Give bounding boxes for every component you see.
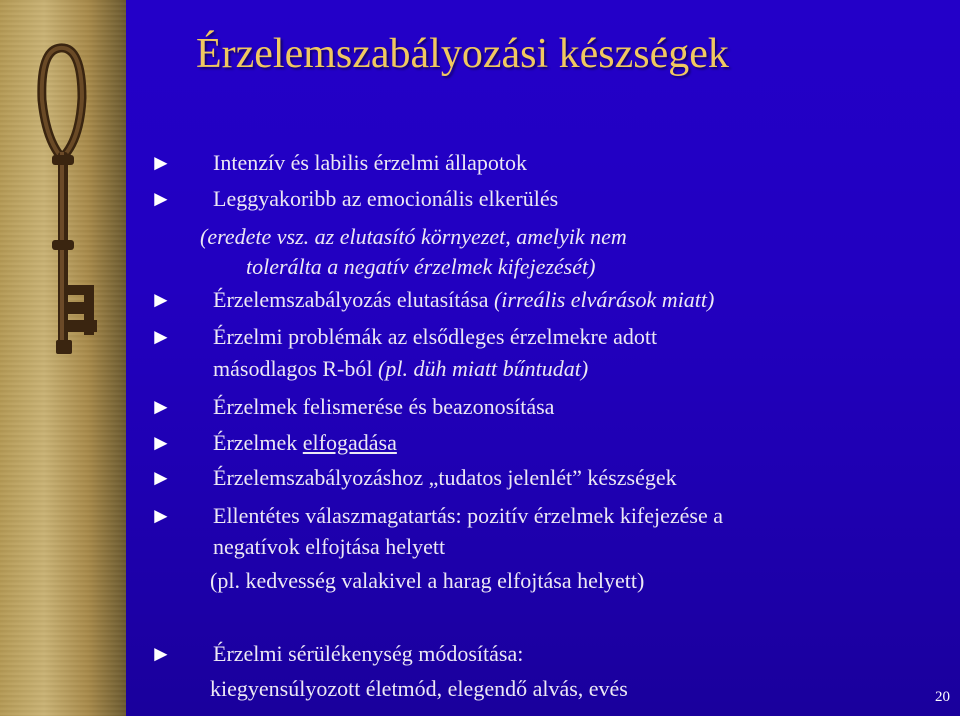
bullet-line: [213, 289, 714, 311]
line-note: (pl. düh miatt bűntudat): [378, 356, 589, 381]
bullet-line-continued: negatívok elfojtása helyett: [213, 534, 446, 559]
bullet-line: Intenzív és labilis érzelmi állapotok: [213, 150, 528, 175]
triangle-right-icon: ►: [150, 641, 172, 666]
line-text: Érzelemszabályozás elutasítása: [213, 287, 494, 312]
triangle-right-icon: ►: [150, 394, 172, 419]
line-text: Érzelmek: [213, 430, 303, 455]
line-note: (irreális elvárások miatt): [493, 287, 715, 312]
antique-key-icon: [12, 40, 122, 370]
triangle-right-icon: ►: [150, 503, 172, 528]
triangle-right-icon: ►: [150, 324, 172, 349]
triangle-right-icon: ►: [150, 150, 172, 175]
bullet-line-continued: [213, 358, 588, 380]
bullet-line: Érzelemszabályozáshoz „tudatos jelenlét” készségek: [213, 465, 677, 490]
bullet-line: Érzelmi sérülékenység módosítása:: [213, 641, 524, 666]
triangle-right-icon: ►: [150, 430, 172, 455]
bullet-line: Érzelmi problémák az elsődleges érzelmekre adott: [213, 324, 658, 349]
bullet-line: [213, 432, 397, 454]
triangle-right-icon: ►: [150, 287, 172, 312]
bullet-line: Ellentétes válaszmagatartás: pozitív érzelmek kifejezése a: [213, 503, 724, 528]
note-line: tolerálta a negatív érzelmek kifejezését): [246, 254, 596, 279]
decorative-stripe: [0, 0, 126, 716]
line-text: másodlagos R-ból: [213, 356, 378, 381]
triangle-right-icon: ►: [150, 465, 172, 490]
note-line: (eredete vsz. az elutasító környezet, amelyik nem: [200, 224, 627, 249]
bullet-line: Leggyakoribb az emocionális elkerülés: [213, 186, 559, 211]
bullet-line: Érzelmek felismerése és beazonosítása: [213, 394, 555, 419]
page-number: 20: [935, 689, 950, 705]
slide-title: Érzelemszabályozási készségek: [196, 31, 729, 77]
note-line: (pl. kedvesség valakivel a harag elfojtása helyett): [210, 568, 645, 593]
triangle-right-icon: ►: [150, 186, 172, 211]
bullet-line-continued: kiegyensúlyozott életmód, elegendő alvás, evés: [210, 676, 628, 701]
underlined-term: elfogadása: [302, 430, 397, 455]
